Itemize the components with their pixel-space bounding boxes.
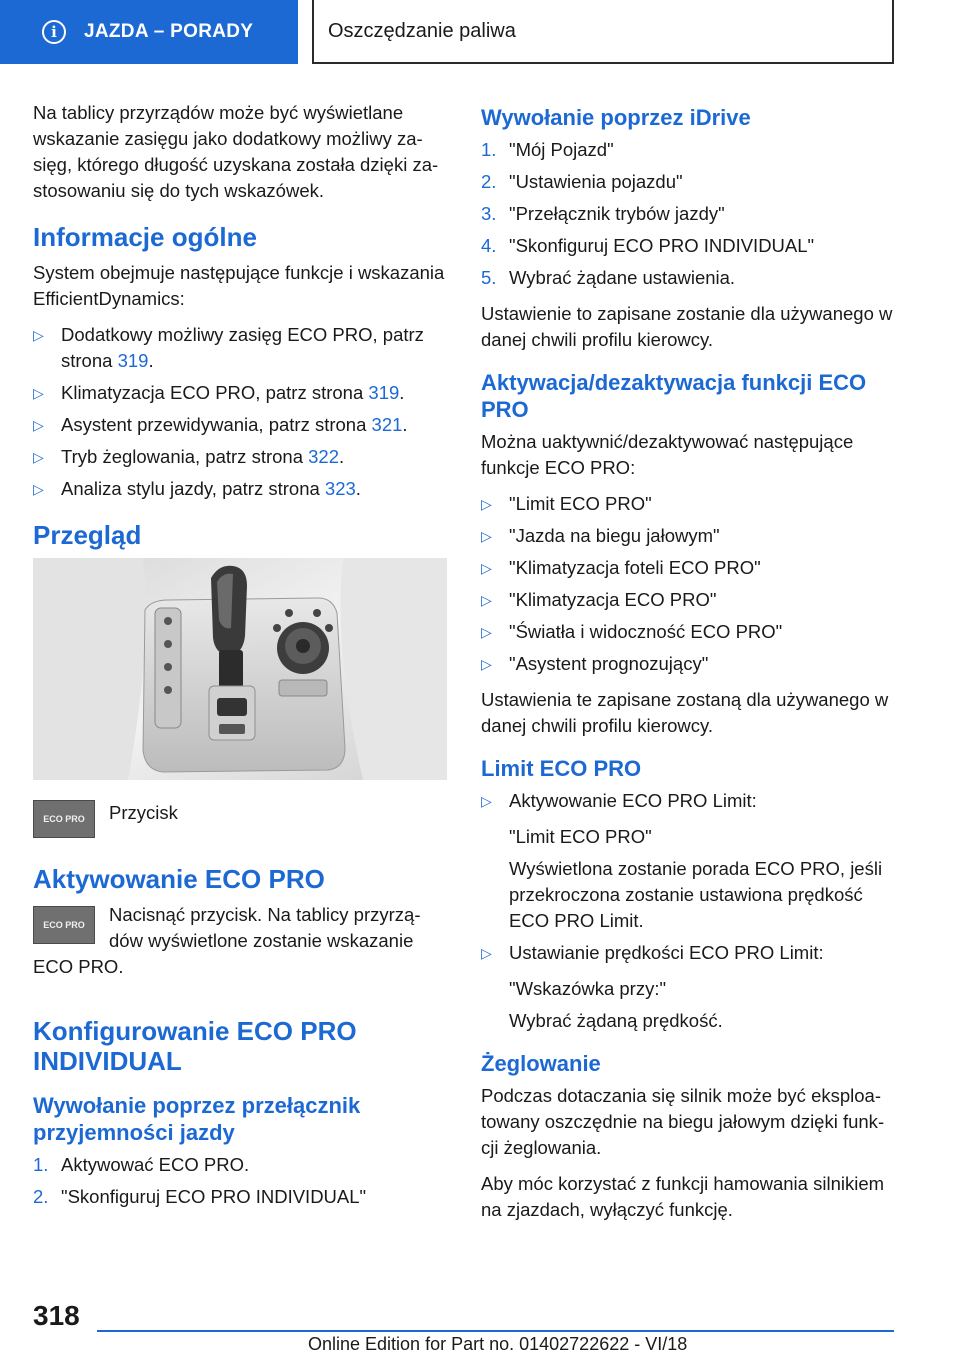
heading-configure: Konfigurowanie ECO PRO INDIVIDUAL [33,1016,357,1076]
limit-list-2 [481,940,895,966]
triangle-bullet-icon: ▷ [481,624,492,640]
triangle-bullet-icon: ▷ [481,656,492,672]
page-link[interactable]: 319 [368,382,400,403]
center-console-photo [33,558,447,780]
button-caption-row [33,798,447,838]
step-item: 2. "Skonfiguruj ECO PRO INDIVIDUAL" [33,1186,367,1207]
triangle-bullet-icon: ▷ [33,449,44,465]
section-label: JAZDA – PORADY [84,21,254,42]
page-link[interactable]: 321 [371,414,403,435]
step-item: 3. "Przełącznik trybów jazdy" [481,203,725,224]
triangle-bullet-icon: ▷ [481,528,492,544]
left-column [33,100,447,1220]
heading-idrive: Wywołanie poprzez iDrive [481,105,751,130]
limit-sub: "Limit ECO PRO" [509,826,652,847]
general-paragraph: System obejmuje następujące funkcje i wskazania EfficientDynamics: [33,262,445,309]
list-item: ▷ "Klimatyzacja foteli ECO PRO" [481,555,895,581]
coasting-paragraph: Podczas dotaczania się silnik może być eksploatowany oszczędnie na biegu jałowym dzięki funkcji żeglowania. [481,1085,885,1158]
heading-limit: Limit ECO PRO [481,756,642,781]
activate-paragraph: Nacisnąć przycisk. Na tablicy przyrządów wyświetlone zostanie wskazanie ECO PRO. [33,904,421,977]
toggle-note: Ustawienia te zapisane zostaną dla używanego w danej chwili profilu kierowcy. [481,689,889,736]
idrive-note: Ustawienie to zapisane zostanie dla używanego w danej chwili profilu kierowcy. [481,303,893,350]
list-item: ▷ Tryb żeglowania, patrz strona 322. [33,444,447,470]
coasting-paragraph-2: Aby móc korzystać z funkcji hamowania silnikiem na zjazdach, wyłączyć funkcję. [481,1173,885,1220]
heading-general: Informacje ogólne [33,222,257,252]
list-item: ▷ "Limit ECO PRO" [481,491,895,517]
page-number: 318 [33,1300,80,1331]
limit-sub: Wybrać żądaną prędkość. [509,1010,723,1031]
list-item: ▷ Asystent przewidywania, patrz strona 321. [33,412,447,438]
triangle-bullet-icon: ▷ [481,793,492,809]
step-item: 1. "Mój Pojazd" [481,139,614,160]
edition-note: Online Edition for Part no. 01402722622 - VI/18 [308,1334,688,1354]
idrive-steps [481,137,895,291]
triangle-bullet-icon: ▷ [481,496,492,512]
toggle-paragraph: Można uaktywnić/dezaktywować następujące funkcje ECO PRO: [481,431,854,478]
eco-pro-button-image: ECO PRO [33,800,95,838]
section-tab [0,0,298,64]
intro-paragraph: Na tablicy przyrządów może być wyświetlane wskazanie zasięgu jako dodatkowy możliwy zasięg, którego długość uzyskana została dzięki zastosowaniu się do tych wskazówek. [33,102,439,201]
triangle-bullet-icon: ▷ [33,385,44,401]
list-item: ▷ Klimatyzacja ECO PRO, patrz strona 319. [33,380,447,406]
page-link[interactable]: 319 [117,350,149,371]
triangle-bullet-icon: ▷ [33,327,44,343]
info-icon: i [42,20,66,44]
page-link[interactable]: 323 [324,478,356,499]
triangle-bullet-icon: ▷ [481,560,492,576]
heading-coasting: Żeglowanie [481,1051,601,1076]
step-item: 4. "Skonfiguruj ECO PRO INDIVIDUAL" [481,235,815,256]
list-item: ▷ Aktywowanie ECO PRO Limit: [481,788,895,814]
heading-toggle: Aktywacja/dezaktywacja funkcji ECO PRO [481,370,867,422]
heading-via-switch: Wywołanie poprzez przełącznik przyjemności jazdy [33,1093,361,1145]
list-item: ▷ "Klimatyzacja ECO PRO" [481,587,895,613]
limit-list [481,788,895,814]
list-item: ▷ "Asystent prognozujący" [481,651,895,677]
triangle-bullet-icon: ▷ [481,592,492,608]
general-list [33,322,447,502]
triangle-bullet-icon: ▷ [33,481,44,497]
heading-activate: Aktywowanie ECO PRO [33,864,325,894]
list-item: ▷ "Światła i widoczność ECO PRO" [481,619,895,645]
triangle-bullet-icon: ▷ [33,417,44,433]
step-item: 1. Aktywować ECO PRO. [33,1154,250,1175]
button-caption: Przycisk [109,802,178,823]
activate-block [33,902,447,990]
limit-sub: "Wskazówka przy:" [509,978,667,999]
step-item: 2. "Ustawienia pojazdu" [481,171,683,192]
page-link[interactable]: 322 [308,446,339,467]
list-item: ▷ Analiza stylu jazdy, patrz strona 323. [33,476,447,502]
step-item: 5. Wybrać żądane ustawienia. [481,267,736,288]
footer-divider [97,1330,894,1332]
topic-header [312,0,894,64]
right-column [481,100,895,1233]
eco-pro-button-image: ECO PRO [33,906,95,944]
heading-overview: Przegląd [33,520,142,550]
list-item: ▷ Ustawianie prędkości ECO PRO Limit: [481,940,895,966]
triangle-bullet-icon: ▷ [481,945,492,961]
list-item: ▷ "Jazda na biegu jałowym" [481,523,895,549]
toggle-list [481,491,895,677]
topic-title: Oszczędzanie paliwa [328,19,516,42]
switch-steps [33,1152,447,1210]
limit-sub: Wyświetlona zostanie porada ECO PRO, jeśli przekroczona zostanie ustawiona prędkość ECO PRO Limit. [509,858,883,931]
list-item: ▷ Dodatkowy możliwy zasięg ECO PRO, patrz strona 319. [33,324,424,371]
center-console-illustration [33,558,447,780]
